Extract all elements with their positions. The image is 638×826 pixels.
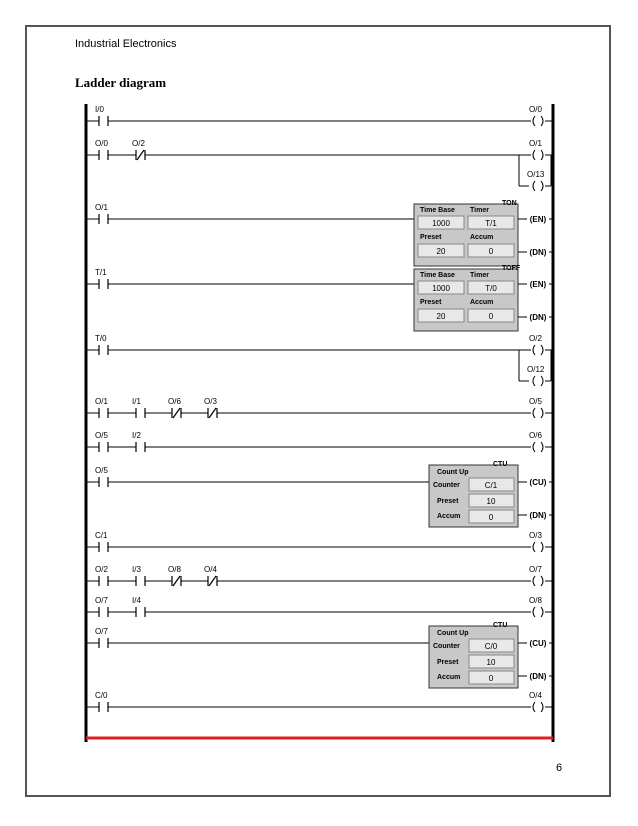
contact-label: I/4	[132, 596, 141, 605]
coil-label: O/1	[529, 139, 542, 148]
contact-label: O/2	[95, 565, 108, 574]
counter-accum-label: Accum	[437, 674, 461, 681]
page-number: 6	[556, 762, 563, 774]
block-output-cu: (CU)	[529, 478, 547, 487]
coil-left-arc	[533, 442, 535, 452]
timer-name-value: T/1	[485, 219, 497, 228]
coil-right-arc	[541, 181, 543, 191]
coil-left-arc	[533, 345, 535, 355]
coil-right-arc	[541, 607, 543, 617]
contact-label: O/6	[168, 397, 181, 406]
counter-title: Count Up	[437, 630, 469, 637]
contact-label: O/3	[204, 397, 217, 406]
coil-label: O/3	[529, 531, 542, 540]
contact-nc-slash	[173, 576, 180, 586]
page-header: Industrial Electronics	[75, 38, 177, 50]
timer-preset-value: 20	[436, 312, 446, 321]
contact-label: O/5	[95, 466, 108, 475]
coil-label: O/7	[529, 565, 542, 574]
timer-preset-value: 20	[436, 247, 446, 256]
counter-label: Counter	[433, 482, 460, 489]
counter-label: Counter	[433, 643, 460, 650]
timer-type: TOFF	[502, 265, 521, 272]
contact-label: O/5	[95, 431, 108, 440]
coil-left-arc	[533, 576, 535, 586]
timer-accum-label: Accum	[470, 299, 494, 306]
section-title: Ladder diagram	[75, 75, 167, 90]
block-output-en: (EN)	[529, 280, 547, 289]
contact-label: O/7	[95, 627, 108, 636]
coil-left-arc	[533, 408, 535, 418]
contact-nc-slash	[209, 576, 216, 586]
coil-right-arc	[541, 702, 543, 712]
block-output-dn: (DN)	[529, 511, 547, 520]
coil-label: O/0	[529, 105, 542, 114]
block-output-dn: (DN)	[529, 672, 547, 681]
counter-preset-value: 10	[486, 658, 496, 667]
coil-left-arc	[533, 181, 535, 191]
coil-left-arc	[533, 702, 535, 712]
counter-type: CTU	[493, 622, 508, 629]
contact-label: I/3	[132, 565, 141, 574]
timer-base-label: Time Base	[420, 207, 455, 214]
block-output-dn: (DN)	[529, 248, 547, 257]
block-output-en: (EN)	[529, 215, 547, 224]
timer-preset-label: Preset	[420, 299, 442, 306]
coil-label: O/13	[527, 170, 545, 179]
timer-base-value: 1000	[432, 284, 450, 293]
counter-preset-label: Preset	[437, 498, 459, 505]
counter-value: C/0	[484, 642, 498, 651]
timer-header-label: Timer	[470, 207, 489, 214]
contact-label: T/1	[95, 268, 107, 277]
contact-nc-slash	[173, 408, 180, 418]
contact-label: O/2	[132, 139, 145, 148]
coil-right-arc	[541, 150, 543, 160]
timer-base-value: 1000	[432, 219, 450, 228]
coil-right-arc	[541, 442, 543, 452]
contact-label: C/0	[95, 691, 108, 700]
contact-nc-slash	[137, 150, 144, 160]
coil-label: O/8	[529, 596, 542, 605]
timer-type: TON	[502, 200, 517, 207]
contact-label: I/1	[132, 397, 141, 406]
contact-label: O/4	[204, 565, 217, 574]
contact-nc-slash	[209, 408, 216, 418]
coil-label: O/5	[529, 397, 542, 406]
contact-label: T/0	[95, 334, 107, 343]
block-output-cu: (CU)	[529, 639, 547, 648]
coil-label: O/6	[529, 431, 542, 440]
contact-label: I/2	[132, 431, 141, 440]
coil-right-arc	[541, 376, 543, 386]
counter-accum-label: Accum	[437, 513, 461, 520]
contact-label: O/7	[95, 596, 108, 605]
coil-label: O/12	[527, 365, 545, 374]
coil-left-arc	[533, 116, 535, 126]
contact-label: O/1	[95, 203, 108, 212]
timer-accum-label: Accum	[470, 234, 494, 241]
counter-accum-value: 0	[488, 674, 494, 683]
counter-value: C/1	[484, 481, 498, 490]
coil-left-arc	[533, 542, 535, 552]
timer-preset-label: Preset	[420, 234, 442, 241]
timer-base-label: Time Base	[420, 272, 455, 279]
contact-label: O/8	[168, 565, 181, 574]
counter-type: CTU	[493, 461, 508, 468]
coil-right-arc	[541, 576, 543, 586]
coil-left-arc	[533, 376, 535, 386]
coil-label: O/4	[529, 691, 542, 700]
counter-title: Count Up	[437, 469, 469, 476]
contact-label: O/0	[95, 139, 108, 148]
coil-right-arc	[541, 116, 543, 126]
contact-label: O/1	[95, 397, 108, 406]
counter-accum-value: 0	[488, 513, 494, 522]
coil-right-arc	[541, 345, 543, 355]
timer-header-label: Timer	[470, 272, 489, 279]
coil-right-arc	[541, 408, 543, 418]
block-output-dn: (DN)	[529, 313, 547, 322]
contact-label: C/1	[95, 531, 108, 540]
coil-left-arc	[533, 607, 535, 617]
timer-accum-value: 0	[488, 247, 494, 256]
coil-left-arc	[533, 150, 535, 160]
timer-accum-value: 0	[488, 312, 494, 321]
coil-label: O/2	[529, 334, 542, 343]
timer-name-value: T/0	[485, 284, 497, 293]
contact-label: I/0	[95, 105, 104, 114]
counter-preset-label: Preset	[437, 659, 459, 666]
counter-preset-value: 10	[486, 497, 496, 506]
coil-right-arc	[541, 542, 543, 552]
